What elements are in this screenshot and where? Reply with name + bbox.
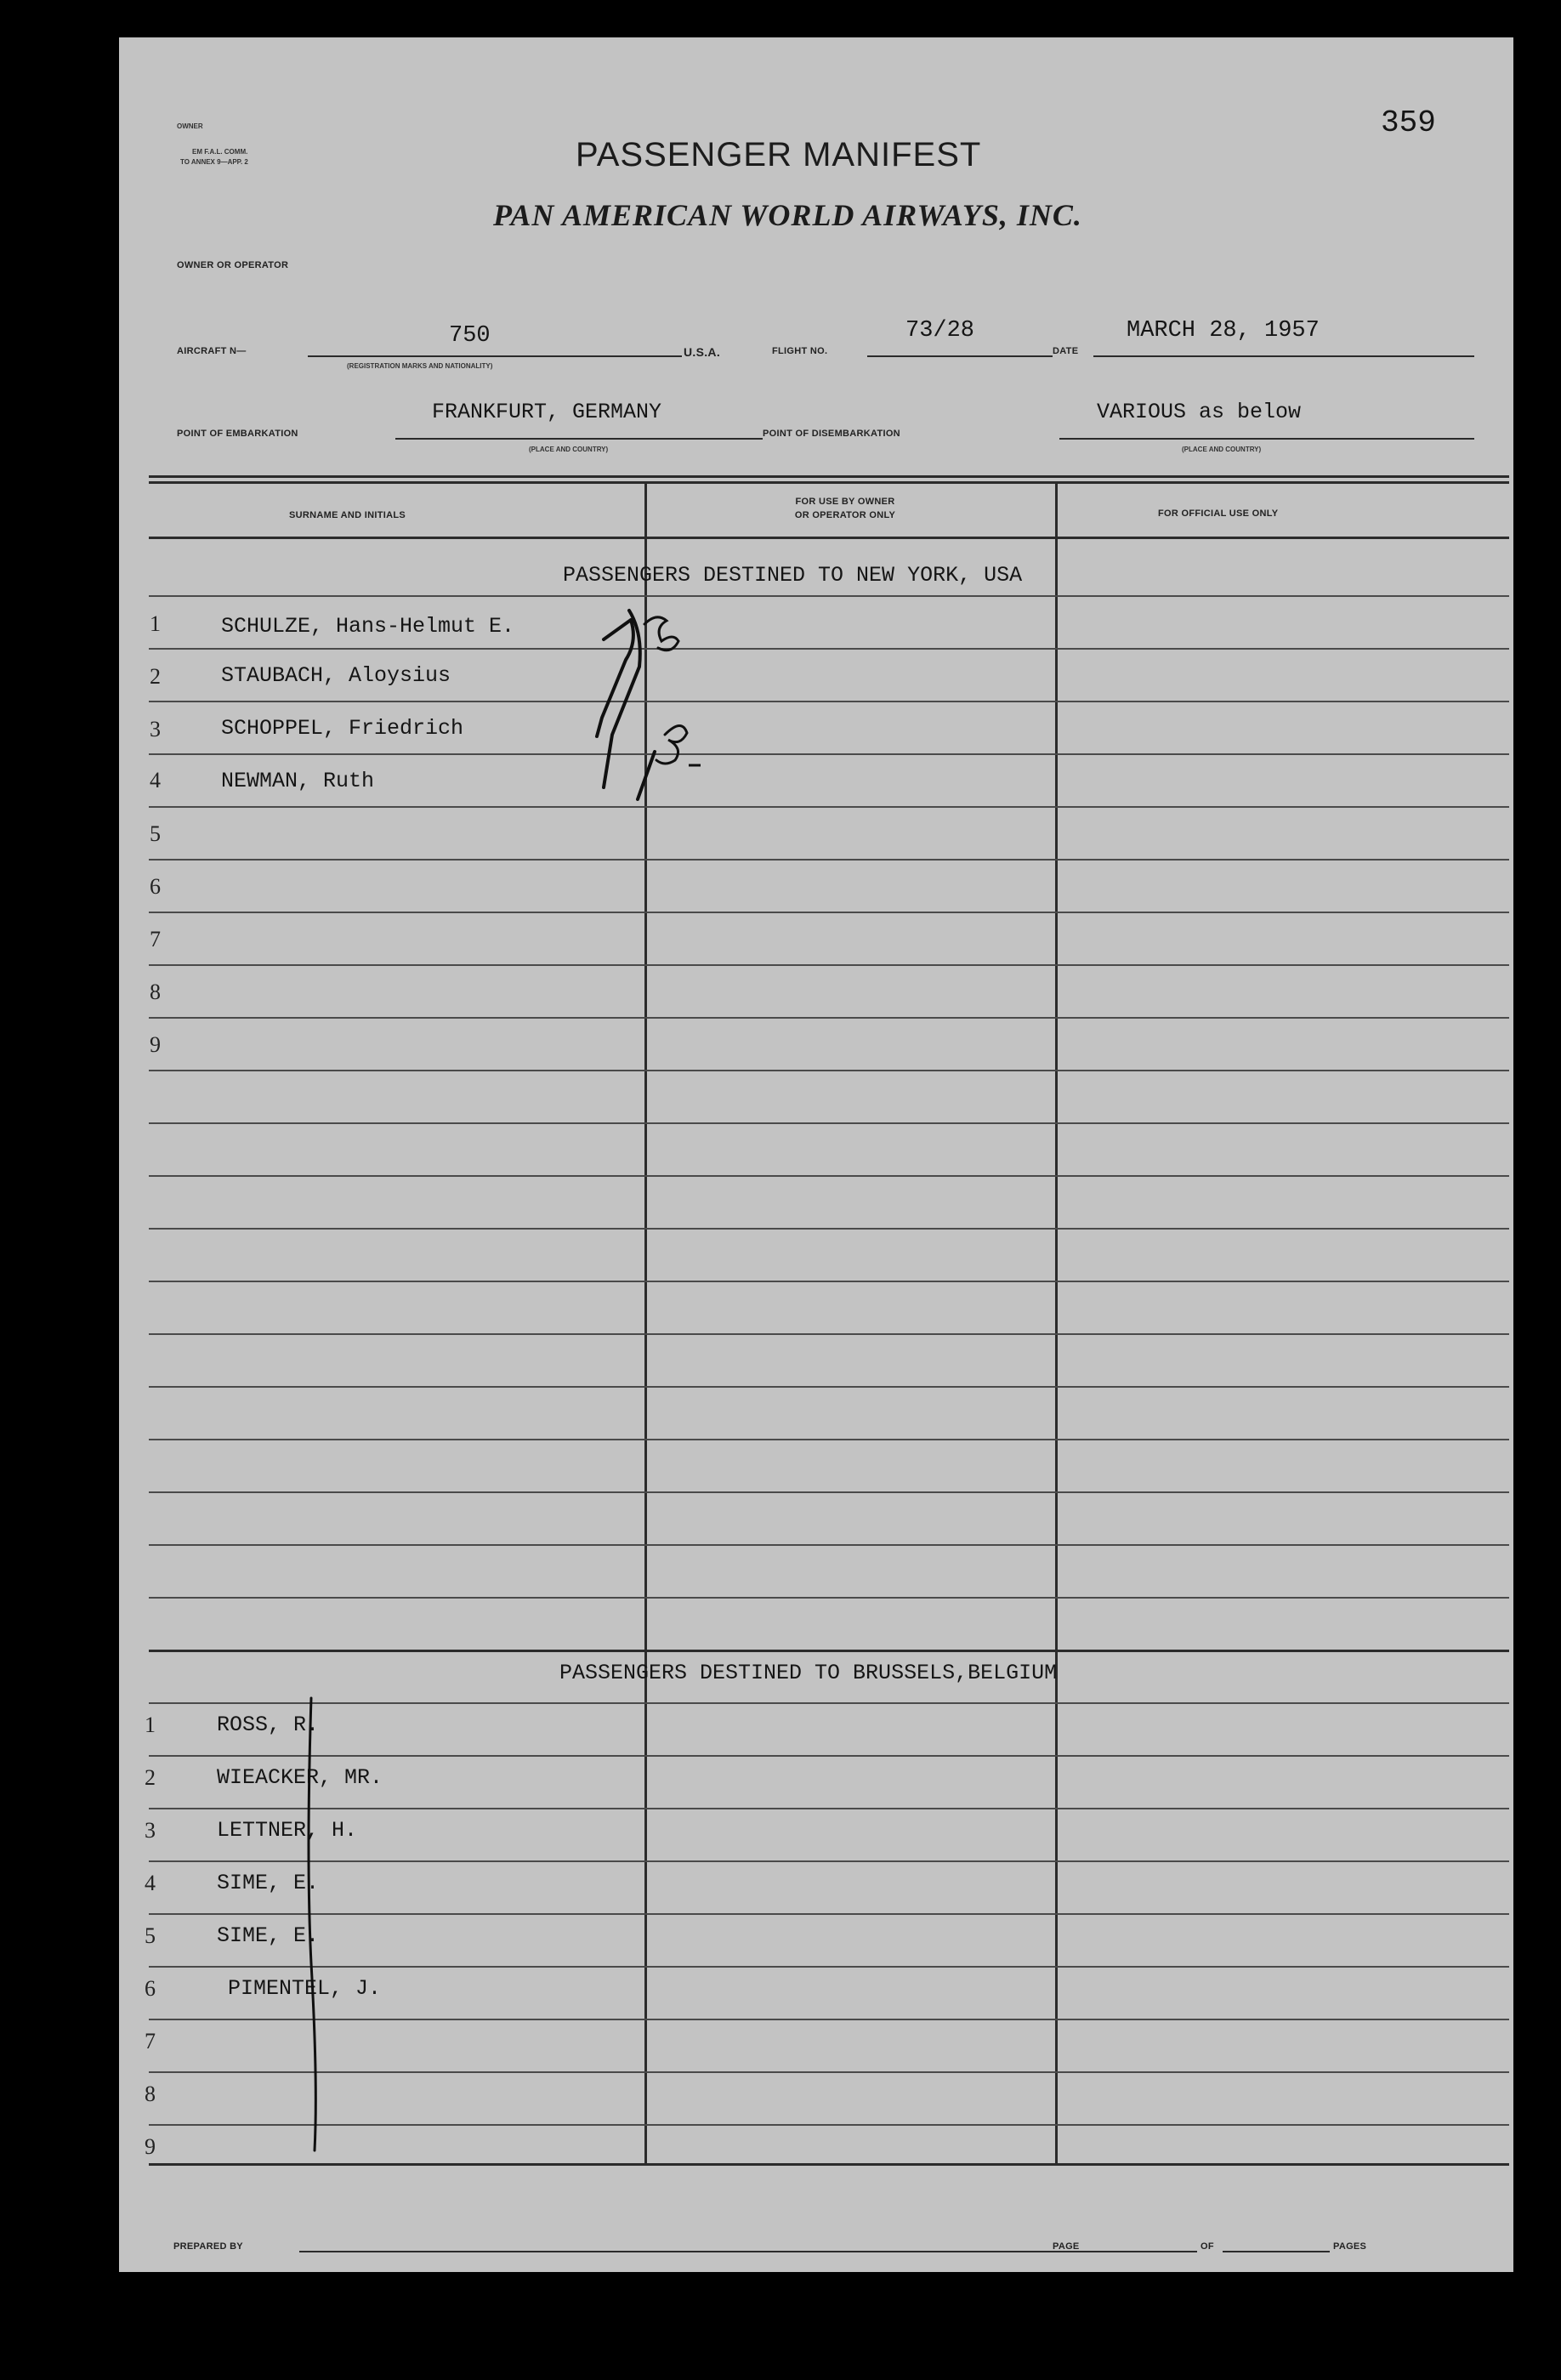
- usa-label: U.S.A.: [684, 345, 721, 359]
- row-rule: [149, 753, 1509, 755]
- header-bottom-rule: [149, 537, 1509, 539]
- row-number: 5: [150, 821, 161, 846]
- handwritten-check-marks: [570, 590, 706, 845]
- row-rule: [149, 1544, 1509, 1546]
- row-rule: [149, 2124, 1509, 2126]
- row-rule: [149, 1122, 1509, 1124]
- row-rule: [149, 1070, 1509, 1071]
- row-rule: [149, 1386, 1509, 1388]
- aircraft-value: 750: [449, 323, 491, 349]
- date-rule: [1093, 355, 1474, 357]
- corner-note-2: EM F.A.L. COMM.: [192, 148, 248, 156]
- embark-caption: (PLACE AND COUNTRY): [529, 446, 609, 453]
- disembark-caption: (PLACE AND COUNTRY): [1182, 446, 1262, 453]
- row-number: 1: [150, 611, 161, 636]
- row-rule: [149, 1175, 1509, 1177]
- row-number: 2: [145, 1765, 156, 1790]
- row-rule: [149, 1860, 1509, 1862]
- row-number: 8: [150, 980, 161, 1004]
- row-rule: [149, 1755, 1509, 1757]
- row-number: 6: [145, 1976, 156, 2001]
- airline-name: PAN AMERICAN WORLD AIRWAYS, INC.: [493, 198, 1082, 232]
- page-rule: [1090, 2251, 1197, 2252]
- row-rule: [149, 1439, 1509, 1440]
- row-number: 1: [145, 1713, 156, 1737]
- corner-note-3: TO ANNEX 9—APP. 2: [180, 158, 248, 166]
- manifest-sheet: [119, 37, 1513, 2272]
- row-number: 2: [150, 664, 161, 689]
- passenger-name: SCHOPPEL, Friedrich: [221, 716, 464, 741]
- of-rule: [1223, 2251, 1330, 2252]
- disembark-label: POINT OF DISEMBARKATION: [763, 429, 900, 439]
- col-header-owner-2: OR OPERATOR ONLY: [794, 510, 896, 520]
- passenger-name: NEWMAN, Ruth: [221, 769, 375, 793]
- row-number: 8: [145, 2082, 156, 2106]
- row-number: 9: [145, 2134, 156, 2159]
- row-number: 4: [145, 1871, 156, 1895]
- flight-rule: [867, 355, 1053, 357]
- row-number: 6: [150, 874, 161, 899]
- row-rule: [149, 806, 1509, 808]
- embark-label: POINT OF EMBARKATION: [177, 429, 298, 439]
- embark-value: FRANKFURT, GERMANY: [432, 400, 662, 424]
- row-number: 5: [145, 1923, 156, 1948]
- aircraft-rule: [308, 355, 682, 357]
- col-header-owner-1: FOR USE BY OWNER: [795, 497, 895, 507]
- row-rule: [149, 2019, 1509, 2020]
- row-number: 4: [150, 768, 161, 792]
- row-number: 3: [150, 717, 161, 741]
- row-rule: [149, 1808, 1509, 1809]
- prepared-by-rule: [299, 2251, 1149, 2252]
- passenger-name: STAUBACH, Aloysius: [221, 663, 451, 688]
- embark-rule: [395, 438, 763, 440]
- table-bottom-rule: [149, 2163, 1509, 2166]
- prepared-by-label: PREPARED BY: [173, 2241, 243, 2252]
- column-divider-2: [1055, 484, 1058, 2163]
- row-rule: [149, 595, 1509, 597]
- row-rule: [149, 1597, 1509, 1599]
- row-rule: [149, 1017, 1509, 1019]
- passenger-name: SIME, E.: [217, 1871, 320, 1895]
- registration-caption: (REGISTRATION MARKS AND NATIONALITY): [347, 362, 493, 370]
- col-header-surname: SURNAME AND INITIALS: [289, 510, 406, 520]
- corner-note-1: OWNER: [177, 122, 203, 130]
- row-rule: [149, 2071, 1509, 2073]
- aircraft-label: AIRCRAFT N—: [177, 346, 247, 356]
- row-rule: [149, 1702, 1509, 1704]
- row-rule: [149, 648, 1509, 650]
- row-rule: [149, 1281, 1509, 1282]
- flight-label: FLIGHT NO.: [772, 346, 828, 356]
- row-number: 7: [150, 927, 161, 951]
- page-label: PAGE: [1053, 2241, 1080, 2252]
- row-rule: [149, 1913, 1509, 1915]
- row-rule: [149, 964, 1509, 966]
- row-rule: [149, 859, 1509, 861]
- passenger-name: PIMENTEL, J.: [228, 1976, 382, 2001]
- handwritten-bracket-line: [298, 1691, 332, 2167]
- date-label: DATE: [1053, 346, 1079, 356]
- passenger-name: ROSS, R.: [217, 1713, 320, 1737]
- row-rule: [149, 1966, 1509, 1968]
- of-label: OF: [1201, 2241, 1214, 2252]
- row-rule: [149, 701, 1509, 702]
- date-value: MARCH 28, 1957: [1127, 318, 1320, 344]
- section-heading-newyork: PASSENGERS DESTINED TO NEW YORK, USA: [563, 563, 1023, 588]
- row-number: 9: [150, 1032, 161, 1057]
- row-number: 7: [145, 2029, 156, 2053]
- col-header-official: FOR OFFICIAL USE ONLY: [1158, 508, 1279, 519]
- disembark-rule: [1059, 438, 1474, 440]
- row-rule: [149, 1491, 1509, 1493]
- pages-label: PAGES: [1333, 2241, 1367, 2252]
- passenger-name: LETTNER, H.: [217, 1818, 358, 1843]
- row-rule: [149, 1228, 1509, 1230]
- table-top-rule-1: [149, 475, 1509, 478]
- passenger-name: SCHULZE, Hans-Helmut E.: [221, 614, 515, 639]
- row-rule: [149, 1650, 1509, 1652]
- flight-value: 73/28: [905, 318, 975, 344]
- disembark-value: VARIOUS as below: [1097, 400, 1302, 424]
- page-title: PASSENGER MANIFEST: [576, 136, 982, 173]
- owner-label: OWNER OR OPERATOR: [177, 260, 289, 270]
- section-heading-brussels: PASSENGERS DESTINED TO BRUSSELS,BELGIUM: [559, 1661, 1058, 1685]
- page-stamp: 359: [1381, 105, 1436, 140]
- row-number: 3: [145, 1818, 156, 1843]
- passenger-name: WIEACKER, MR.: [217, 1765, 383, 1790]
- passenger-name: SIME, E.: [217, 1923, 320, 1948]
- row-rule: [149, 912, 1509, 913]
- table-top-rule-2: [149, 481, 1509, 484]
- row-rule: [149, 1333, 1509, 1335]
